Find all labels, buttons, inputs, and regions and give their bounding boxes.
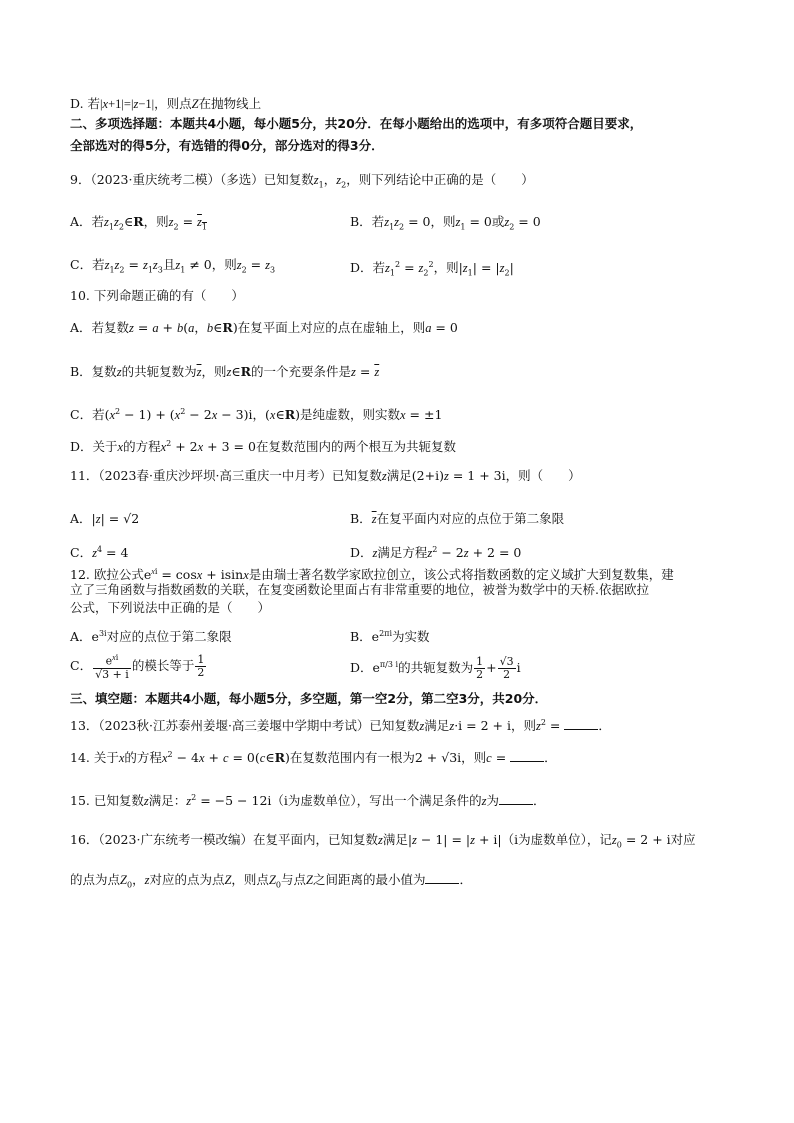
q12-option-d: D．$e^{\pi/3 i}$的共轭复数为 $\frac{1}{2}$ + $\frac{√3}{2}$ i xyxy=(350,655,521,682)
q11-option-c: C．$z^4 = 4$ xyxy=(70,545,129,561)
option-d-prev: D. 若|x+1|=|z−1|，则点Z在抛物线上 xyxy=(70,96,262,111)
q10-option-a: A．若复数z = a + b(a，b∈R)在复平面上对应的点在虚轴上，则a = 0 xyxy=(70,320,458,335)
q9-option-c: C．若$z_1z_2 = z_1z_3$且$z_1 \ne 0$，则$z_2 = z_3$ xyxy=(70,257,276,275)
answer-blank[interactable] xyxy=(564,719,598,730)
question-12-cont1: 立了三角函数与指数函数的关联，在复变函数论里面占有非常重要的地位，被誉为数学中的天桥.依据欧拉 xyxy=(70,582,649,597)
question-12-cont2: 公式，下列说法中正确的是（ ） xyxy=(70,600,271,615)
q10-option-b: B．复数z的共轭复数为$\overline{z}$，则z∈R的一个充要条件是$z = \overline{z}$ xyxy=(70,364,380,379)
q10-option-d: D．关于x的方程$x^2 + 2x + 3 = 0$在复数范围内的两个根互为共轭复数 xyxy=(70,439,456,455)
q10-option-c: C．若$(x^2 - 1) + (x^2 - 2x - 3)i$，(x∈R)是纯虚数，则实数x = ±1 xyxy=(70,407,443,423)
question-16: 16．（2023·广东统考一模改编）在复平面内，已知复数z满足|z − 1| = |z + i|（i为虚数单位），记$z_0 = 2 + i$对应 xyxy=(70,832,696,850)
q12-option-c: C． $\frac{e^{xi}}{√3 + i}$ 的模长等于 $\frac{1}{2}$ xyxy=(70,652,205,681)
q9-option-d: D．若$z_1^2 = z_2^2$，则$|z_1| = |z_2|$ xyxy=(350,260,514,278)
question-15: 15. 已知复数z满足：$z^2 = -5 - 12i(i$为虚数单位），写出一个满足条件的z为 ． xyxy=(70,793,546,809)
answer-blank[interactable] xyxy=(425,873,459,884)
question-16-cont: 的点为点$Z_0$，z对应的点为点Z，则点$Z_0$与点Z之间距离的最小值为 ． xyxy=(70,872,472,890)
question-14: 14. 关于x的方程$x^2 - 4x + c$ = 0(c∈R)在复数范围内有一根为2 + √3i，则c = ． xyxy=(70,750,557,766)
q9-option-b: B．若$z_1z_2 = 0$，则$z_1 = 0$或$z_2 = 0$ xyxy=(350,214,541,232)
q12-option-b: B．$e^{2\pi i}$为实数 xyxy=(350,629,430,645)
question-10: 10. 下列命题正确的有（ ） xyxy=(70,288,244,303)
answer-blank[interactable] xyxy=(499,794,533,805)
section-2-heading: 二、多项选择题：本题共4小题，每小题5分，共20分．在每小题给出的选项中，有多项符合题目要求， xyxy=(70,116,643,131)
answer-blank[interactable] xyxy=(510,751,544,762)
q9-option-a: A．若$z_1z_2\in R$，则$z_2 = z_1$ xyxy=(70,214,207,232)
section-2-heading-cont: 全部选对的得5分，有选错的得0分，部分选对的得3分． xyxy=(70,138,384,153)
question-9: 9．（2023·重庆统考二模）（多选）已知复数$z_1$，$z_2$，则下列结论中正确的是（ ） xyxy=(70,172,534,190)
q12-option-a: A．$e^{3i}$对应的点位于第二象限 xyxy=(70,629,232,645)
question-13: 13．（2023秋·江苏泰州姜堰·高三姜堰中学期中考试）已知复数z满足z·i = 2 + i，则$z^2$ = ． xyxy=(70,718,611,734)
question-12: 12. 欧拉公式$e^{xi} = \cos x + isinx$是由瑞士著名数学家欧拉创立，该公式将指数函数的定义域扩大到复数集，建 xyxy=(70,567,674,583)
q11-option-b: B．$\overline{z}$在复平面内对应的点位于第二象限 xyxy=(350,511,565,526)
q11-option-d: D．z满足方程$z^2 - 2z + 2 = 0$ xyxy=(350,545,522,561)
q11-option-a: A．|z| = √2 xyxy=(70,511,140,526)
section-3-heading: 三、填空题：本题共4小题，每小题5分，多空题，第一空2分，第二空3分，共20分． xyxy=(70,691,548,706)
question-11: 11．（2023春·重庆沙坪坝·高三重庆一中月考）已知复数z满足(2+i)z = 1 + 3i，则（ ） xyxy=(70,468,581,483)
